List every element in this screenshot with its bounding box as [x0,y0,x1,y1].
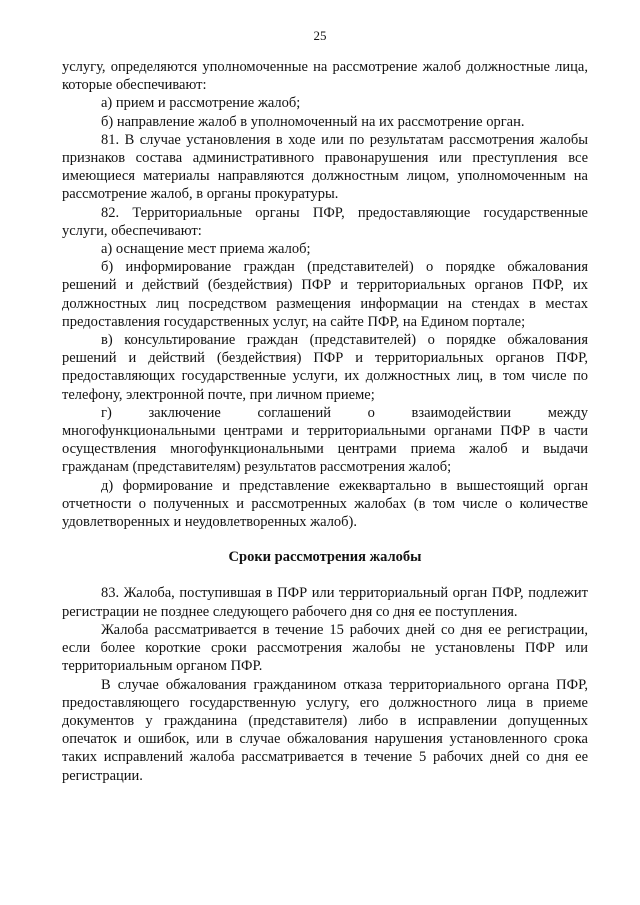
list-item-a: а) прием и рассмотрение жалоб; [101,95,301,112]
word: г) [101,404,112,421]
paragraph-81: 81. В случае установления в ходе или по результатам рассмотрения жалобы признаков состава административного правонарушения или преступления все имеющиеся материалы направляются должностным лицом, уполномоченным на рассмотрение жалоб, в органы прокуратуры. [62,131,588,203]
paragraph-82: 82. Территориальные органы ПФР, предоставляющие государственные услуги, обеспечивают: [62,204,588,239]
word: между [547,404,588,421]
page-number: 25 [313,28,327,43]
list-item-g-first-line [62,404,588,422]
paragraph-refusal-review: В случае обжалования гражданином отказа территориального органа ПФР, предоставляющего государственную услугу, его должностного лица в приеме документов у гражданина (представителя) либо в исправлении допущенных опечаток и ошибок, или в случае обжалования нарушения установленного срока таких исправлений жалоба рассматривается в течение 5 рабочих дней со дня ее регистрации. [62,676,588,784]
list-item-b-82: б) информирование граждан (представителей) о порядке обжалования решений и действий (бездействия) ПФР и территориальных органов ПФР, их должностных лиц посредством размещения информации на стендах в местах предоставления государственных услуг, на сайте ПФР, на Едином портале; [62,259,588,330]
document-body [62,58,588,785]
paragraph-review-period: Жалоба рассматривается в течение 15 рабочих дней со дня ее регистрации, если более короткие сроки рассмотрения жалобы не установлены ПФР или территориальным органом ПФР. [62,621,588,675]
word: заключение [148,404,221,421]
word: взаимодействии [411,404,512,421]
word: о [367,404,375,421]
list-item-b: б) направление жалоб в уполномоченный на их рассмотрение орган. [101,113,525,130]
list-item-d-82: д) формирование и представление ежеквартально в вышестоящий орган отчетности о полученных и рассмотренных жалобах (в том числе о количестве удовлетворенных и неудовлетворенных жалоб). [62,477,588,531]
section-heading: Сроки рассмотрения жалобы [228,549,422,566]
list-item-g-continuation: многофункциональными центрами и территориальными органами ПФР в части осуществления многофункциональными центрами приема жалоб и выдачи гражданам (представителям) результатов рассмотрения жалоб; [62,423,588,476]
word: соглашений [257,404,331,421]
paragraph-continuation: услугу, определяются уполномоченные на рассмотрение жалоб должностные лица, которые обеспечивают: [62,59,588,94]
list-item-a-82: а) оснащение мест приема жалоб; [101,241,311,258]
paragraph-83: 83. Жалоба, поступившая в ПФР или территориальный орган ПФР, подлежит регистрации не позднее следующего рабочего дня со дня ее поступления. [62,585,588,620]
list-item-v-82: в) консультирование граждан (представителей) о порядке обжалования решений и действий (бездействия) ПФР и территориальных органов ПФР, предоставляющих государственные услуги, их должностных лиц, в том числе по телефону, электронной почте, при личном приеме; [62,332,588,403]
